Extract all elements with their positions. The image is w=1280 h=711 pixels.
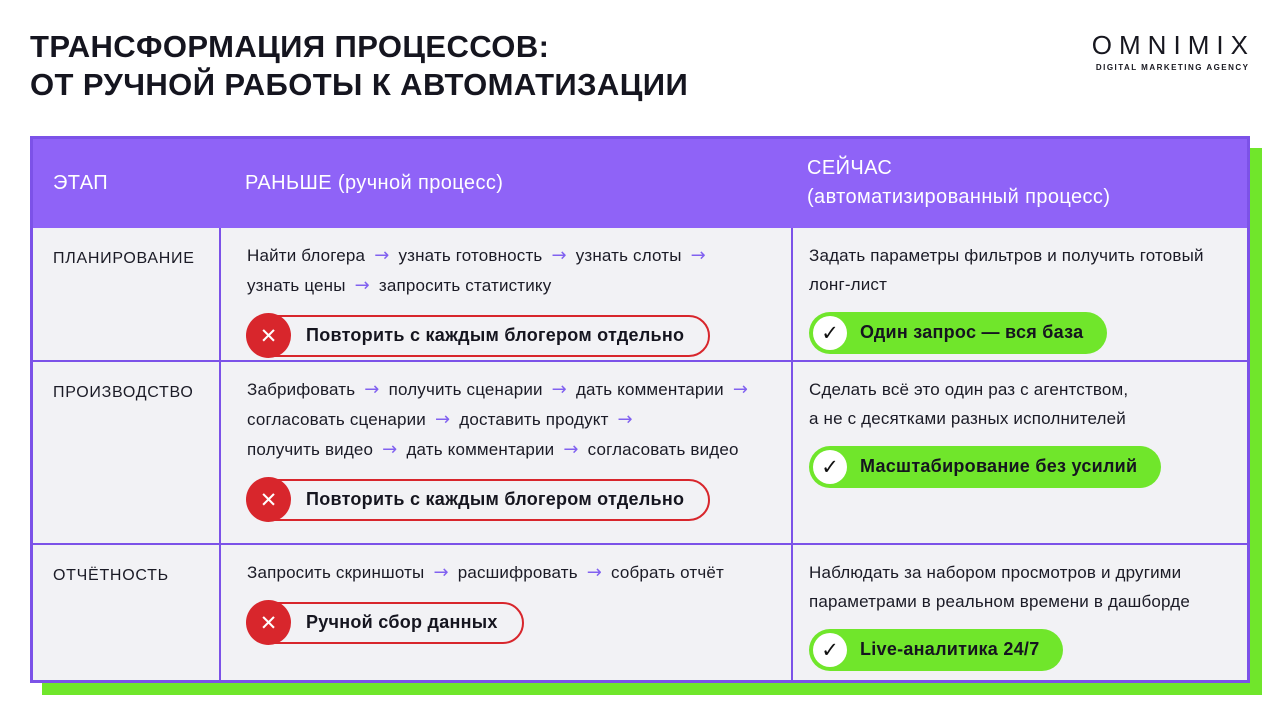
- now-cell: [791, 545, 1247, 680]
- problem-badge-label: Повторить с каждым блогером отдельно: [306, 489, 685, 510]
- check-icon: ✓: [813, 633, 847, 667]
- process-step: расшифровать: [457, 562, 578, 582]
- process-step: Найти блогера: [247, 245, 366, 265]
- stage-cell: [33, 362, 219, 543]
- column-header-now-line2: (автоматизированный процесс): [807, 186, 1111, 209]
- process-step: дать комментарии: [575, 379, 724, 399]
- process-chain: [247, 558, 781, 588]
- process-step: узнать готовность: [398, 245, 543, 265]
- table-header-row: [33, 139, 1247, 228]
- process-step: получить видео: [247, 439, 374, 459]
- arrow-icon: →: [551, 244, 567, 266]
- arrow-icon: →: [690, 244, 706, 266]
- process-chain-line: [247, 558, 781, 588]
- process-chain-line: [247, 241, 781, 271]
- arrow-icon: →: [563, 438, 579, 460]
- table-row: [33, 543, 1247, 680]
- now-description: [809, 375, 1233, 433]
- before-cell: [219, 228, 791, 360]
- column-header-now-line1: СЕЙЧАС: [807, 157, 893, 180]
- stage-cell: [33, 228, 219, 360]
- benefit-badge: [809, 312, 1107, 354]
- now-description-line: лонг-лист: [809, 274, 888, 294]
- process-step: дать комментарии: [406, 439, 555, 459]
- before-cell: [219, 362, 791, 543]
- now-description-line: параметрами в реальном времени в дашборде: [809, 591, 1190, 611]
- logo: [1091, 28, 1256, 72]
- process-step: согласовать видео: [587, 439, 739, 459]
- now-description-line: а не с десятками разных исполнителей: [809, 408, 1126, 428]
- arrow-icon: →: [354, 274, 370, 296]
- before-cell: [219, 545, 791, 680]
- benefit-badge: [809, 629, 1063, 671]
- process-step: узнать цены: [247, 275, 346, 295]
- process-step: получить сценарии: [388, 379, 543, 399]
- process-chain: [247, 241, 781, 301]
- process-chain: [247, 375, 781, 465]
- process-chain-line: [247, 405, 781, 435]
- stage-label: ОТЧЁТНОСТЬ: [53, 566, 169, 584]
- table-body: [33, 228, 1247, 680]
- arrow-icon: →: [364, 378, 380, 400]
- now-description: [809, 241, 1233, 299]
- process-chain-line: [247, 435, 781, 465]
- problem-badge: [247, 602, 524, 644]
- stage-label: ПРОИЗВОДСТВО: [53, 383, 194, 401]
- page-title-line1: ТРАНСФОРМАЦИЯ ПРОЦЕССОВ:: [30, 29, 550, 64]
- arrow-icon: →: [374, 244, 390, 266]
- process-step: согласовать сценарии: [247, 409, 426, 429]
- column-header-now: [791, 154, 1247, 212]
- cross-icon: ✕: [246, 313, 291, 358]
- stage-cell: [33, 545, 219, 680]
- table-row: [33, 360, 1247, 543]
- arrow-icon: →: [586, 561, 603, 583]
- arrow-icon: →: [732, 378, 749, 400]
- benefit-badge-label: Один запрос — вся база: [860, 322, 1084, 343]
- arrow-icon: →: [617, 408, 633, 430]
- arrow-icon: →: [433, 561, 449, 583]
- column-header-before: РАНЬШЕ (ручной процесс): [245, 171, 504, 194]
- logo-wordmark: OMNIMIX: [1091, 30, 1256, 60]
- problem-badge: [247, 315, 710, 357]
- process-step: узнать слоты: [575, 245, 682, 265]
- column-header-stage: ЭТАП: [53, 171, 109, 194]
- logo-tagline: DIGITAL MARKETING AGENCY: [1095, 63, 1250, 72]
- check-icon: ✓: [813, 450, 847, 484]
- process-step: запросить статистику: [378, 275, 552, 295]
- process-chain-line: [247, 271, 781, 301]
- arrow-icon: →: [382, 438, 398, 460]
- check-icon: ✓: [813, 316, 847, 350]
- table-row: [33, 228, 1247, 360]
- now-cell: [791, 228, 1247, 360]
- arrow-icon: →: [551, 378, 567, 400]
- cross-icon: ✕: [246, 600, 291, 645]
- now-description-line: Задать параметры фильтров и получить готовый: [809, 245, 1204, 265]
- benefit-badge-label: Масштабирование без усилий: [860, 456, 1138, 477]
- now-description-line: Сделать всё это один раз с агентством,: [809, 379, 1129, 399]
- process-step: доставить продукт: [459, 409, 609, 429]
- page-title: [30, 28, 688, 104]
- benefit-badge-label: Live-аналитика 24/7: [860, 639, 1040, 660]
- now-description: [809, 558, 1233, 616]
- process-step: Забрифовать: [247, 379, 356, 399]
- process-chain-line: [247, 375, 781, 405]
- problem-badge-label: Повторить с каждым блогером отдельно: [306, 325, 685, 346]
- benefit-badge: [809, 446, 1161, 488]
- cross-icon: ✕: [246, 477, 291, 522]
- page-title-line2: ОТ РУЧНОЙ РАБОТЫ К АВТОМАТИЗАЦИИ: [30, 66, 689, 102]
- problem-badge-label: Ручной сбор данных: [306, 612, 498, 633]
- process-step: Запросить скриншоты: [247, 562, 425, 582]
- stage-label: ПЛАНИРОВАНИЕ: [53, 249, 195, 267]
- arrow-icon: →: [434, 408, 451, 430]
- comparison-table: [30, 136, 1250, 683]
- now-cell: [791, 362, 1247, 543]
- process-step: собрать отчёт: [611, 562, 724, 582]
- slide-header: [30, 28, 1256, 104]
- problem-badge: [247, 479, 710, 521]
- now-description-line: Наблюдать за набором просмотров и другими: [809, 562, 1182, 582]
